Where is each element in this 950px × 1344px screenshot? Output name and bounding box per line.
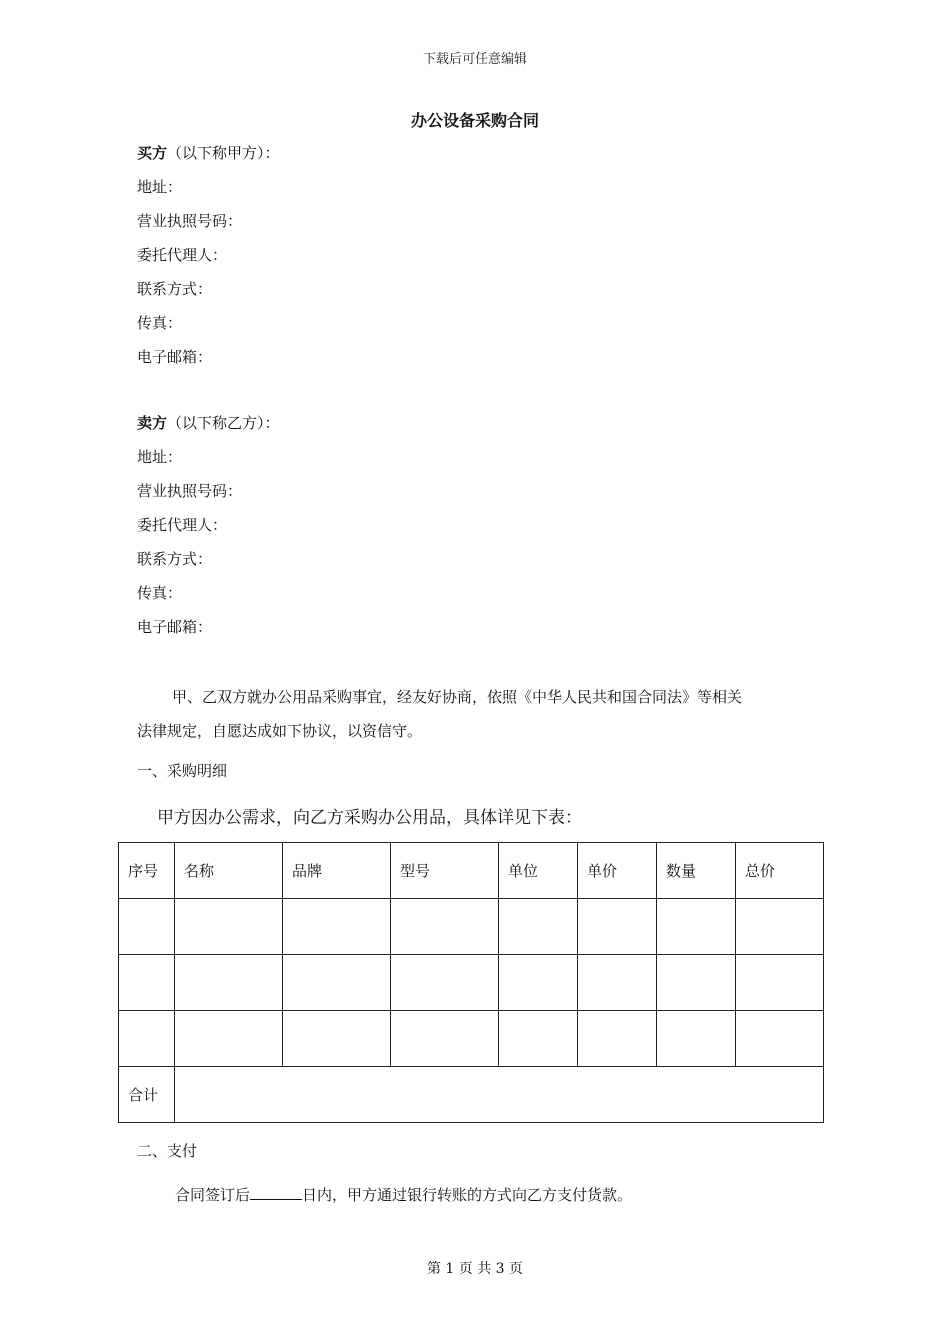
header-cell-brand: 品牌 bbox=[283, 843, 391, 899]
table-cell[interactable] bbox=[657, 899, 736, 955]
buyer-fax-field: 传真： bbox=[137, 314, 183, 332]
seller-license-field: 营业执照号码： bbox=[137, 482, 243, 500]
table-cell[interactable] bbox=[175, 1011, 283, 1067]
section-2-description bbox=[175, 1184, 632, 1205]
buyer-contact-field: 联系方式： bbox=[137, 280, 213, 298]
table-cell[interactable] bbox=[283, 1011, 391, 1067]
total-value-cell[interactable] bbox=[175, 1067, 824, 1123]
intro-paragraph bbox=[137, 680, 827, 748]
payment-text-before: 合同签订后 bbox=[175, 1186, 251, 1204]
section-1-description: 甲方因办公需求，向乙方采购办公用品，具体详见下表： bbox=[157, 808, 582, 828]
seller-heading bbox=[137, 412, 280, 446]
buyer-block bbox=[137, 142, 280, 380]
table-cell[interactable] bbox=[499, 955, 578, 1011]
table-cell[interactable] bbox=[119, 955, 175, 1011]
section-2-title: 二、支付 bbox=[137, 1142, 198, 1160]
page-footer: 第 1 页 共 3 页 bbox=[426, 1261, 524, 1277]
total-label-cell: 合计 bbox=[119, 1067, 175, 1123]
header-cell-unit: 单位 bbox=[499, 843, 578, 899]
purchase-table bbox=[118, 842, 824, 1123]
buyer-label-note: （以下称甲方）： bbox=[167, 144, 280, 162]
table-cell[interactable] bbox=[391, 955, 499, 1011]
seller-block bbox=[137, 412, 280, 650]
table-cell[interactable] bbox=[391, 1011, 499, 1067]
table-row bbox=[119, 899, 824, 955]
table-header-row bbox=[119, 843, 824, 899]
header-cell-index: 序号 bbox=[119, 843, 175, 899]
document-title: 办公设备采购合同 bbox=[410, 111, 539, 130]
table-cell[interactable] bbox=[499, 1011, 578, 1067]
table-cell[interactable] bbox=[119, 1011, 175, 1067]
table-cell[interactable] bbox=[499, 899, 578, 955]
header-cell-total-price: 总价 bbox=[736, 843, 824, 899]
header-cell-name: 名称 bbox=[175, 843, 283, 899]
header-cell-model: 型号 bbox=[391, 843, 499, 899]
buyer-license-field: 营业执照号码： bbox=[137, 212, 243, 230]
buyer-address-field: 地址： bbox=[137, 178, 183, 196]
table-cell[interactable] bbox=[578, 899, 657, 955]
buyer-email-field: 电子邮箱： bbox=[137, 348, 213, 366]
table-cell[interactable] bbox=[736, 899, 824, 955]
seller-contact-field: 联系方式： bbox=[137, 550, 213, 568]
table-cell[interactable] bbox=[657, 955, 736, 1011]
table-cell[interactable] bbox=[578, 1011, 657, 1067]
header-note: 下载后可任意编辑 bbox=[422, 52, 527, 67]
table-row bbox=[119, 955, 824, 1011]
table-cell[interactable] bbox=[119, 899, 175, 955]
section-1-title: 一、采购明细 bbox=[137, 762, 228, 780]
seller-email-field: 电子邮箱： bbox=[137, 618, 213, 636]
table-cell[interactable] bbox=[175, 899, 283, 955]
seller-label: 卖方 bbox=[137, 414, 168, 432]
table-cell[interactable] bbox=[736, 955, 824, 1011]
table-total-row bbox=[119, 1067, 824, 1123]
table-cell[interactable] bbox=[283, 899, 391, 955]
payment-days-blank[interactable] bbox=[250, 1185, 302, 1200]
table-cell[interactable] bbox=[175, 955, 283, 1011]
header-cell-unit-price: 单价 bbox=[578, 843, 657, 899]
seller-label-note: （以下称乙方）： bbox=[167, 414, 280, 432]
intro-line-1: 甲、乙双方就办公用品采购事宜，经友好协商，依照《中华人民共和国合同法》等相关 bbox=[172, 688, 743, 706]
header-cell-quantity: 数量 bbox=[657, 843, 736, 899]
buyer-label: 买方 bbox=[137, 144, 168, 162]
buyer-heading bbox=[137, 142, 280, 176]
table-cell[interactable] bbox=[283, 955, 391, 1011]
table-cell[interactable] bbox=[736, 1011, 824, 1067]
seller-address-field: 地址： bbox=[137, 448, 183, 466]
seller-agent-field: 委托代理人： bbox=[137, 516, 228, 534]
payment-text-after: 日内，甲方通过银行转账的方式向乙方支付货款。 bbox=[302, 1186, 633, 1204]
buyer-agent-field: 委托代理人： bbox=[137, 246, 228, 264]
intro-line-2: 法律规定，自愿达成如下协议，以资信守。 bbox=[137, 722, 423, 740]
table-cell[interactable] bbox=[578, 955, 657, 1011]
table-cell[interactable] bbox=[657, 1011, 736, 1067]
table-row bbox=[119, 1011, 824, 1067]
seller-fax-field: 传真： bbox=[137, 584, 183, 602]
table-cell[interactable] bbox=[391, 899, 499, 955]
